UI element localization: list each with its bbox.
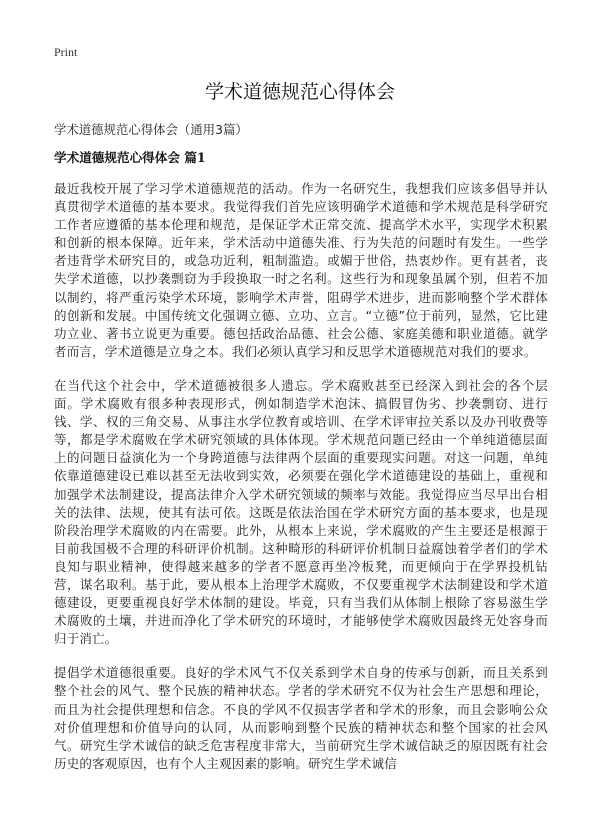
paragraph-3: 提倡学术道德很重要。良好的学术风气不仅关系到学术自身的传承与创新，而且关系到整个社会的风气、整个民族的精神状态。学者的学术研究不仅为社会生产思想和理论，而且为社会提供理想和信念。不良的学风不仅损害学者和学术的形象，而且会影响公众对价值理想和价值导向的认同，从而影响到整个民族的精神状态和整个国家的社会风气。研究生学术诚信的缺乏危害程度非常大，当前研究生学术诚信缺乏的原因既有社会历史的客观原因，也有个人主观因素的影响。研究生学术诚信 [54, 665, 548, 771]
paragraph-2: 在当代这个社会中，学术道德被很多人遗忘。学术腐败甚至已经深入到社会的各个层面。学术腐败有很多种表现形式，例如制造学术泡沫、搞假冒伪劣、抄袭剽窃、进行钱、学、权的三角交易、从事注水学位教育或培训、在学术评审拉关系以及办刊收费等等，都是学术腐败在学术研究领域的具体体现。学术规范问题已经由一个单纯道德层面上的问题日益演化为一个身跨道德与法律两个层面的重要现实问题。对这一问题，单纯依靠道德建设已难以甚至无法收到实效，必须要在强化学术道德建设的基础上，重视和加强学术法制建设，提高法律介入学术研究领域的频率与效能。我觉得应当尽早出台相关的法律、法规，使其有法可依。这既是依法治国在学术研究方面的基本要求，也是现阶段治理学术腐败的内在需要。此外，从根本上来说，学术腐败的产生主要还是根源于目前我国极不合理的科研评价机制。这种畸形的科研评价机制日益腐蚀着学者们的学术良知与职业精神，使得越来越多的学者不愿意再坐冷板凳，而更倾向于在学界投机钻营，谋名取利。基于此，要从根本上治理学术腐败，不仅要重视学术法制建设和学术道德建设，更要重视良好学术体制的建设。毕竟，只有当我们从体制上根除了容易滋生学术腐败的土壤，并进而净化了学术研究的环境时，才能够使学术腐败因最终无处容身而归于消亡。 [54, 377, 548, 647]
section-heading: 学术道德规范心得体会 篇1 [54, 150, 206, 165]
print-link[interactable]: Print [54, 45, 78, 59]
article-body [54, 180, 548, 789]
paragraph-1: 最近我校开展了学习学术道德规范的活动。作为一名研究生，我想我们应该多倡导并认真贯彻学术道德的基本要求。我觉得我们首先应该明确学术道德和学术规范是科学研究工作者应遵循的基本伦理和规范，是保证学术正常交流、提高学术水平，实现学术积累和创新的根本保障。近年来，学术活动中道德失准、行为失范的问题时有发生。一些学者违背学术研究目的，或急功近利，粗制滥造。或媚于世俗，热衷炒作。更有甚者，丧失学术道德，以抄袭剽窃为手段换取一时之名利。这些行为和现象虽属个别，但若不加以制约，将严重污染学术环境，影响学术声誉，阻碍学术进步，进而影响整个学术群体的创新和发展。中国传统文化强调立德、立功、立言。“立德”位于前列，显然，它比建功立业、著书立说更为重要。德包括政治品德、社会公德、家庭美德和职业道德。就学者而言，学术道德是立身之本。我们必须认真学习和反思学术道德规范对我们的要求。 [54, 181, 548, 359]
document-title: 学术道德规范心得体会 [204, 81, 395, 103]
document-subtitle: 学术道德规范心得体会（通用3篇） [54, 122, 248, 137]
